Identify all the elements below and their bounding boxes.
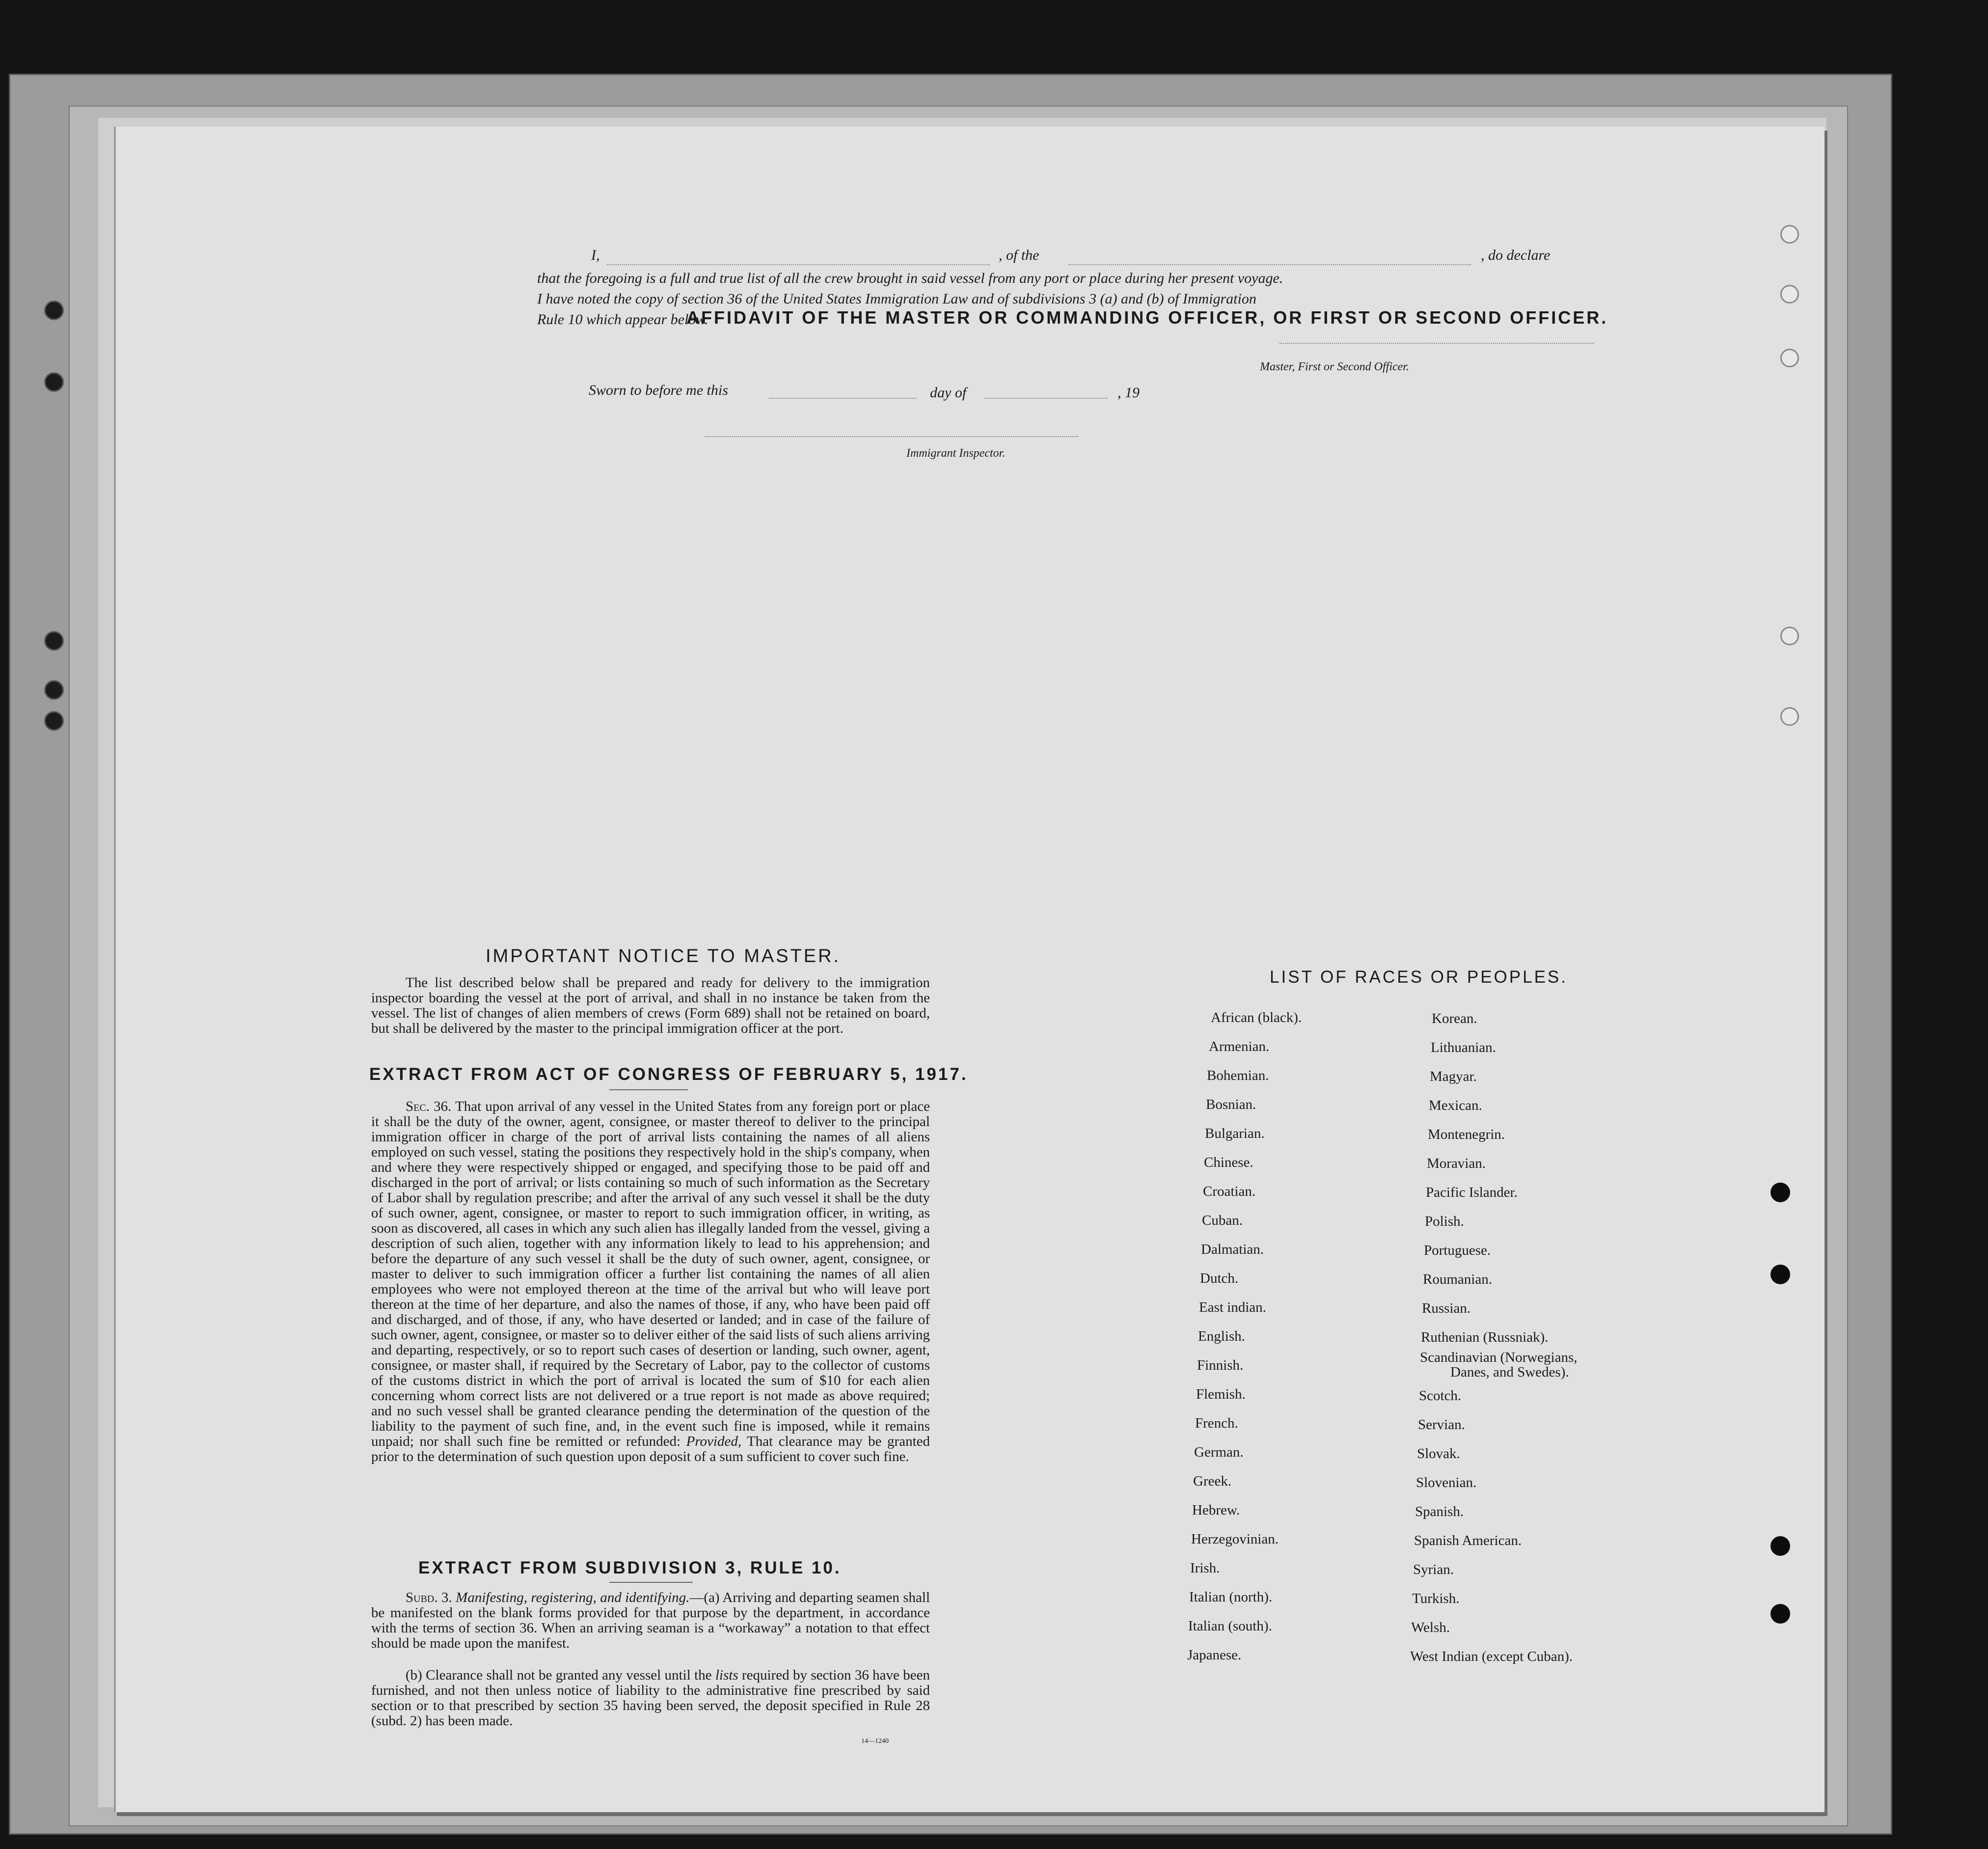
extract-rule-title: EXTRACT FROM SUBDIVISION 3, RULE 10. [418,1558,842,1577]
notice-body: The list described below shall be prepared and ready for delivery to the immigration inspector boarding the vessel at the port of arrival, and shall in no instance be taken from the vessel. The list of changes of alien members of crews (Form 689) shall not be retained on board, but shall be delivered by the master to the principal immigration officer at the port. [371,975,930,1036]
race-item: Bulgarian. [1205,1126,1265,1141]
race-item: Italian (north). [1189,1589,1273,1605]
punch-hole [1770,1604,1790,1624]
race-item: Magyar. [1430,1069,1477,1084]
race-item: Dutch. [1200,1270,1239,1286]
year-label: , 19 [1117,385,1140,401]
divider [609,1089,688,1090]
race-item: English. [1198,1328,1245,1344]
races-title: LIST OF RACES OR PEOPLES. [1270,967,1568,987]
declarant-name-blank[interactable] [607,264,990,265]
section-label: Sec. 36. [406,1099,452,1114]
section-36-text [371,1099,930,1464]
section-36-body-end: That clearance may be granted prior to the determination of such question upon deposit of a sum sufficient to cover such fine. [371,1434,930,1464]
punch-hole [1770,1183,1790,1202]
inspector-label: Immigrant Inspector. [906,447,1006,460]
race-item: Slovak. [1417,1446,1460,1462]
race-item: Spanish American. [1414,1533,1522,1548]
divider [609,1582,693,1583]
binder-hole [44,631,64,651]
race-item: Chinese. [1204,1155,1253,1170]
race-item: Armenian. [1209,1039,1270,1054]
race-item: Pacific Islander. [1426,1185,1518,1200]
day-of-label: day of [930,385,967,401]
race-item: East indian. [1199,1299,1266,1315]
race-item: Polish. [1425,1214,1464,1229]
signature-blank[interactable] [1280,343,1594,344]
race-item: Portuguese. [1424,1242,1491,1258]
notice-title: IMPORTANT NOTICE TO MASTER. [486,946,841,966]
lists-word: lists [715,1667,738,1683]
declaration-line-1: that the foregoing is a full and true list of all the crew brought in said vessel from any port or place during her present voyage. [537,270,1283,286]
declaration-line-2: I have noted the copy of section 36 of the United States Immigration Law and of subdivisions 3 (a) and (b) of Immigration [537,291,1256,307]
form-page [114,127,1825,1812]
race-item: Welsh. [1411,1620,1450,1635]
race-item: Italian (south). [1188,1618,1272,1634]
race-item: Danes, and Swedes). [1450,1364,1569,1380]
race-item: Scotch. [1419,1388,1462,1404]
section-36-body: That upon arrival of any vessel in the United States from any foreign port or place it shall be the duty of the owner, agent, consignee, or master thereof to deliver to the principal immigration officer in charge of the port of arrival lists containing the names of all aliens employed on such vessel, stating the positions they respectively hold in the ship's company, when and where they were respectively shipped or engaged, and specifying those to be paid off and discharged in the port of arrival; or lists containing so much of such information as the Secretary of Labor shall by regulation prescribe; and after the arrival of any such vessel it shall be the duty of such owner, agent, consignee, or master to report to such immigration officer, in writing, as soon as discovered, all cases in which any such alien has illegally landed from the vessel, giving a description of such alien, together with any information likely to lead to his apprehension; and before the departure of any such vessel it shall be the duty of such owner, agent, consignee, or master to deliver to such immigration officer a further list containing the names of all alien employees who were not employed thereon at the time of the arrival but who will leave port thereon at the time of her departure, and also the names of those, if any, who have been paid off and discharged, and of those, if any, who have deserted or landed; and in case of the failure of such owner, agent, consignee, or master so to deliver either of the said lists of such aliens arriving and departing, respectively, or so to report such cases of desertion or landing, such owner, agent, consignee, or master shall, if required by the Secretary of Labor, pay to the collector of customs of the customs district in which the port of arrival is located the sum of $10 for each alien concerning whom correct lists are not delivered or a true report is not made as above required; and no such vessel shall be granted clearance pending the determination of the question of the liability to the payment of such fine, and, in the event such fine is imposed, while it remains unpaid; nor shall such fine be remitted or refunded: [371,1099,930,1449]
race-item: Turkish. [1412,1591,1460,1606]
sworn-month-blank[interactable] [985,398,1108,399]
ring-hole [1780,349,1799,367]
race-item: Bohemian. [1207,1068,1269,1083]
race-item: Croatian. [1203,1184,1256,1199]
subd-para-b-end: required by section 36 have been furnished, and not then unless notice of liability to the administrative fine prescribed by said section or to that prescribed by section 35 having been served, the deposit specified in Rule 28 (subd. 2) has been made. [371,1667,930,1729]
ring-hole [1780,627,1799,645]
subd-heading: Manifesting, registering, and identifying. [456,1590,690,1605]
inspector-signature-blank[interactable] [705,436,1078,437]
race-item: German. [1194,1444,1244,1460]
race-item: Spanish. [1415,1504,1464,1519]
race-item: Irish. [1190,1560,1220,1576]
extract-act-title: EXTRACT FROM ACT OF CONGRESS OF FEBRUARY 5, 1917. [369,1065,968,1084]
sworn-day-blank[interactable] [769,398,916,399]
signature-label: Master, First or Second Officer. [1260,360,1409,373]
race-item: Roumanian. [1423,1271,1492,1287]
binder-hole [44,301,64,320]
race-item: West Indian (except Cuban). [1410,1649,1573,1664]
race-item: Korean. [1432,1011,1477,1026]
binder-hole [44,372,64,392]
race-item: African (black). [1211,1010,1302,1025]
do-declare-label: , do declare [1481,247,1551,263]
race-item: Cuban. [1202,1213,1243,1228]
binder-hole [44,711,64,731]
declarant-label: I, [591,247,600,263]
subd-label: Subd. 3. [406,1590,452,1605]
race-item: Montenegrin. [1428,1127,1505,1142]
race-item: Finnish. [1197,1357,1244,1373]
ring-hole [1780,285,1799,304]
punch-hole [1770,1536,1790,1556]
declaration-text [537,268,1594,330]
sworn-label: Sworn to before me this [589,382,728,398]
race-item: French. [1195,1415,1238,1431]
punch-hole [1770,1265,1790,1284]
of-the-label: , of the [999,247,1039,263]
race-item: Mexican. [1429,1098,1482,1113]
race-item: Greek. [1193,1473,1232,1489]
provided-label: Provided, [686,1434,742,1449]
race-item: Bosnian. [1206,1097,1256,1112]
race-item: Herzegovinian. [1191,1531,1279,1547]
race-item: Lithuanian. [1431,1040,1496,1055]
subdivision-3b-text [371,1668,930,1729]
declaration-line-3: Rule 10 which appear below. [537,311,708,328]
race-item: Syrian. [1413,1562,1454,1577]
race-item: Dalmatian. [1201,1242,1264,1257]
race-item: Scandinavian (Norwegians, [1420,1350,1578,1365]
form-number: 14—1240 [861,1738,889,1745]
race-item: Moravian. [1427,1156,1486,1171]
subd-para-b-start: (b) Clearance shall not be granted any vessel until the [406,1667,712,1683]
vessel-name-blank[interactable] [1068,264,1471,265]
race-item: Hebrew. [1192,1502,1240,1518]
ring-hole [1780,225,1799,244]
binder-hole [44,680,64,700]
ring-hole [1780,707,1799,726]
race-item: Ruthenian (Russniak). [1421,1329,1549,1345]
race-item: Servian. [1418,1417,1465,1433]
race-item: Flemish. [1196,1386,1246,1402]
race-item: Russian. [1422,1300,1471,1316]
subdivision-3a-text [371,1590,930,1651]
subd-para-a: —(a) Arriving and departing seamen shall be manifested on the blank forms provided for that purpose by the department, in accordance with the terms of section 36. When an arriving seaman is a “workaway” a notation to that effect should be made upon the manifest. [371,1590,930,1651]
race-item: Slovenian. [1416,1475,1477,1490]
affidavit-title: AFFIDAVIT OF THE MASTER OR COMMANDING OFFICER, OR FIRST OR SECOND OFFICER. [686,307,1608,328]
race-item: Japanese. [1187,1647,1242,1663]
